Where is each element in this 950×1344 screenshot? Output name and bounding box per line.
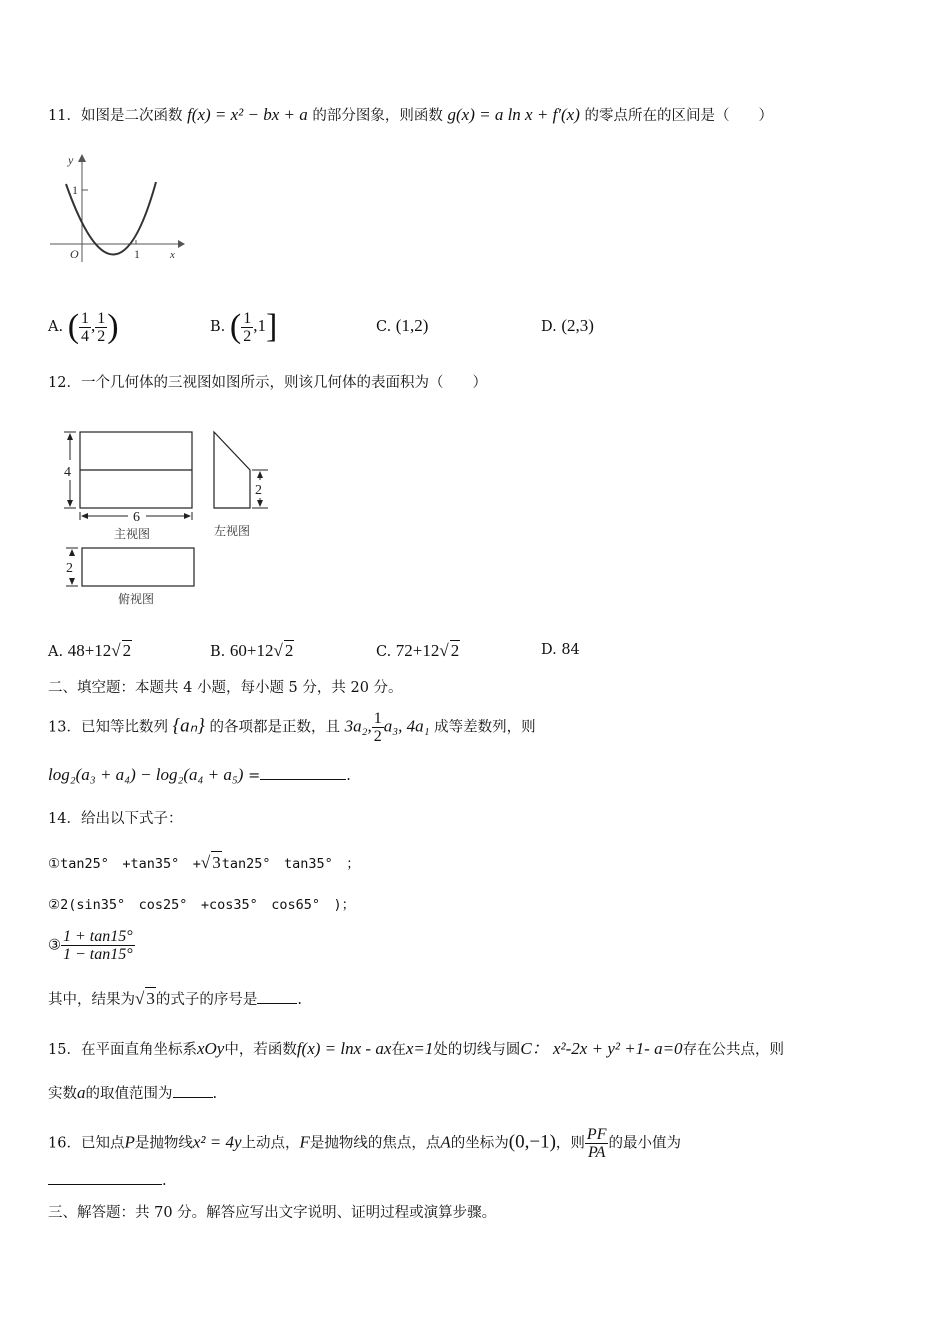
q14-question: 其中，结果为√ 3的式子的序号是 . <box>48 989 302 1008</box>
q14-item-3: ③ $\frac{1 + \tan 15^\circ}{1 - \tan 15^\circ}$ <box>48 928 133 963</box>
q15-stem: 15．在平面直角坐标系xOy中，若函数f(x) = lnx - ax在x=1处的切线与圆C： x²-2x + y² +1- a=0存在公共点，则 <box>48 1039 785 1058</box>
q12-dim-side: 2 <box>255 483 262 498</box>
q13-expression: log₂(a₃ + a₄) − log₂(a₄ + a₅) = . <box>48 765 351 784</box>
q11-option-b[interactable]: B. ( $\frac{1}{2}$ ,1] <box>210 308 278 345</box>
q12-option-a[interactable]: A. 48+12√ 2 <box>48 641 132 660</box>
q12-option-c[interactable]: C. 72+12√ 2 <box>376 641 460 660</box>
q13-answer-blank[interactable] <box>260 779 346 780</box>
q11-func-f: f(x) = x² − bx + a <box>187 105 308 124</box>
q12-front-view-label: 主视图 <box>114 527 151 541</box>
q11-graph-tick-x: 1 <box>134 247 140 261</box>
q11-graph-y-label: y <box>68 153 74 167</box>
section-2-heading: 二、填空题：本题共 4 小题，每小题 5 分，共 20 分。 <box>48 680 403 696</box>
q11-graph-x-label: x <box>170 249 175 261</box>
q14-stem: 14．给出以下式子： <box>48 811 183 827</box>
q12-dim-width: 6 <box>133 510 140 525</box>
q16-stem: 16．已知点P是抛物线x² = 4y上动点，F是抛物线的焦点，点A的坐标为(0,−1)，则 $\frac{PF}{PA}$ 的最小值为 <box>48 1126 681 1161</box>
q12-stem: 12．一个几何体的三视图如图所示，则该几何体的表面积为（ ） <box>48 375 487 391</box>
q15-answer-blank[interactable] <box>173 1097 213 1098</box>
q11-graph-tick-y: 1 <box>72 183 78 197</box>
q12-top-view-label: 俯视图 <box>118 592 155 606</box>
q11-option-a[interactable]: A. ( $\frac{1}{4}$ , $\frac{1}{2}$ ) <box>48 308 119 345</box>
q16-answer-blank[interactable] <box>48 1184 162 1185</box>
q11-parabola-graph <box>48 150 188 268</box>
q12-three-views <box>56 420 276 616</box>
q12-side-view-label: 左视图 <box>214 524 251 538</box>
section-3-heading: 三、解答题：共 70 分。解答应写出文字说明、证明过程或演算步骤。 <box>48 1205 497 1221</box>
q11-option-c[interactable]: C. (1,2) <box>376 316 429 335</box>
q12-option-d[interactable]: D. 84 <box>541 642 580 658</box>
q12-option-b[interactable]: B. 60+12√ 2 <box>210 641 294 660</box>
q14-item-1: ①tan25° +tan35° +√ 3tan25° tan35° ； <box>48 853 360 872</box>
q13-stem: 13．已知等比数列 {aₙ} 的各项都是正数，且 3a₂, $\frac{1}{2}$ a₃, 4a₁ 成等差数列，则 <box>48 710 536 745</box>
q14-answer-blank[interactable] <box>257 1003 297 1004</box>
q14-item-2: ②2(sin35° cos25° +cos35° cos65° )； <box>48 897 356 913</box>
q12-dim-top: 2 <box>66 561 73 576</box>
q11-stem: 11．如图是二次函数 f(x) = x² − bx + a 的部分图象，则函数 g(x) = a ln x + f′(x) 的零点所在的区间是（ ） <box>48 105 773 124</box>
q11-func-g: g(x) = a ln x + f′(x) <box>447 105 580 124</box>
q11-graph-origin: O <box>70 247 79 261</box>
q16-answer-line: . <box>48 1170 167 1192</box>
q11-option-d[interactable]: D. (2,3) <box>541 316 594 335</box>
q12-dim-height: 4 <box>64 465 71 480</box>
q15-question: 实数a的取值范围为 . <box>48 1083 218 1102</box>
